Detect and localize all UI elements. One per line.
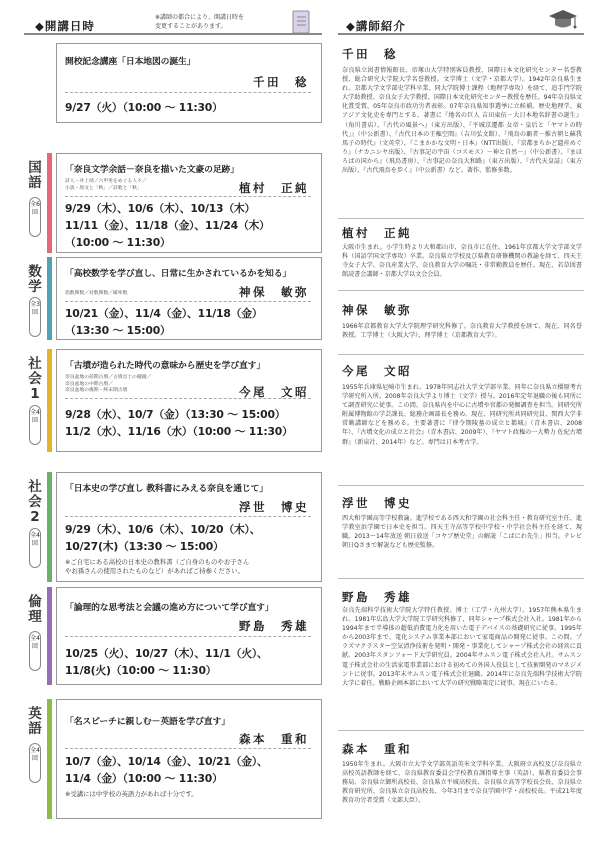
date-line: 9/27（火）（10:00 ～ 11:30）	[65, 101, 223, 114]
topic-line: 奈良盆地の中期古墳／	[65, 381, 113, 387]
note-line: ※受講には中学校の英語力があれば十分です。	[65, 790, 198, 798]
course-title: 「名スピーチに親しむ－英語を学び直す」	[65, 717, 230, 727]
subject-tab-social2	[24, 472, 52, 582]
session-count: 全4回	[29, 528, 41, 568]
note-line: やお孫さんの使用されたものなど）があればご持参ください。	[65, 567, 244, 576]
course-dates	[65, 406, 293, 440]
lecturer-bio: 1950年生まれ。大阪市立大学文学部英語英米文学科卒業。大阪府立高校及び奈良県立高校英語教師を経て、奈良県教育委員会学校教育課指導主事（英語）、県教育委員会事務局、奈良県立御所高校長、奈良県立平城高校長、奈良県立高等学校長会長、奈良県立教育研究所、奈良県立奈良高校長、今年3月まで奈良学園中学・高校校長。平成21年度教育功労者受賞（文部大臣）。	[342, 761, 582, 805]
session-count: 全3回	[29, 297, 41, 337]
tab-stripe	[47, 587, 52, 685]
course-title: 「論理的な思考法と会議の進め方について学び直す」	[65, 603, 274, 613]
lecturer-name: 千田 稔	[342, 47, 398, 61]
lecturer-bio: 1955年兵庫県尼崎市生まれ。1978年同志社大学文学部卒業。同年に奈良県立橿原考古学研究所入所。2008年奈良大学より博士（文学）授与。2016年定年退職の後も同所にて調査研究に従事。この間、奈良県内を中心に古墳や宮都の発掘調査を担当。同研究所附属博物館の学芸課長、総務企画部長を務め、現在、同研究所共同研究員、関西大学非常勤講師などを務める。主要著書に『律令期陵墓の成立と都城』（青木書店、2008年）、『古墳文化の成立と社会』（青木書店、2009年）、『ヤマト政権の一大勢力 佐紀古墳群』（新泉社、2014年）など。専門は日本考古学。	[342, 384, 582, 446]
topic-line: 奈良盆地の後期・終末期古墳	[65, 388, 128, 393]
subject-label: 数学	[28, 264, 42, 295]
date-line: 9/29（木）、10/6（木）、10/20（木）、	[65, 523, 261, 536]
divider	[65, 748, 311, 749]
divider	[65, 398, 311, 399]
profile-separator	[338, 290, 584, 291]
profile-separator	[338, 354, 584, 355]
course-card-english	[56, 699, 322, 819]
lecturers-header-rule	[338, 33, 584, 35]
lecturer-name: 森本 重和	[342, 742, 412, 756]
course-lecturer: 浮世 博史	[239, 500, 309, 514]
course-topics	[65, 179, 147, 192]
date-line: （13:30 ～ 15:00）	[65, 324, 171, 337]
course-topics	[65, 291, 127, 298]
lecturer-name: 植村 正純	[342, 226, 412, 240]
subject-tab-ethics	[24, 587, 52, 685]
course-title: 「日本史の学び直し 教科書にみえる奈良を通じて」	[65, 484, 268, 494]
course-title: 「高校数学を学び直し、日常に生かされているかを知る」	[65, 269, 292, 279]
profile-separator	[338, 218, 584, 219]
course-lecturer: 今尾 文昭	[239, 385, 309, 399]
subject-label: 英語	[28, 706, 42, 737]
course-lecturer: 植村 正純	[239, 181, 309, 195]
profile-separator	[338, 730, 584, 731]
date-line: 10/21（金）、11/4（金）、11/18（金）	[65, 307, 263, 320]
course-lecturer: 神保 敏弥	[239, 285, 309, 299]
topic-line: 指数関数／対数関数／確率数	[65, 291, 128, 296]
date-line: 11/2（水）、11/16（水）（10:00 ～ 11:30）	[65, 425, 293, 438]
course-lecturer: 野島 秀雄	[239, 619, 309, 633]
lecturer-bio: 奈良先端科学技術大学院大学特任教授。博士（工学・九州大学）。1957年熊本県生まれ。1981年広島大学大学院工学研究科修了、同年シャープ株式会社入社。1981年から1994年まで半導体の超低消費電力化を用いた電子デバイスの基礎研究に従事。1995年から2003年まで、電化システム事業本部において家電商品の開発に従事。この間、プラズマクラスター空気清浄技術を発明・開発・事業化してシャープ株式会社の経営に貢献。2003年スタンフォード大学研究員。2004年サムスン電子株式会社入社。サムスン電子株式会社の生活家電事業部における初めての外国人役員として技術開発のマネジメントに従事。2013年末サムスン電子株式会社退職。2014年に奈良先端科学技術大学院大学に着任。戦略企画本部において大学の研究戦略策定に従事。現在にいたる。	[342, 607, 582, 687]
date-line: 9/29（木）、10/6（木）、10/13（木）	[65, 202, 256, 215]
tab-stripe	[47, 153, 52, 253]
session-count: 全4回	[29, 631, 41, 671]
subject-label: 国語	[28, 160, 42, 191]
divider	[65, 516, 311, 517]
schedule-header-rule	[24, 33, 322, 35]
notebook-icon	[290, 9, 312, 35]
divider	[65, 301, 311, 302]
subject-tab-japanese	[24, 153, 52, 253]
course-dates	[65, 521, 260, 555]
date-line: 10/27(木)（13:30 ～ 15:00）	[65, 540, 224, 553]
schedule-header-note	[155, 14, 244, 31]
course-card-social2	[56, 472, 322, 582]
note-line: 変更することがあります。	[155, 22, 227, 30]
tab-stripe	[47, 699, 52, 819]
course-title: 「奈良文学余話－奈良を描いた文豪の足跡」	[65, 165, 239, 175]
course-lecturer: 千田 稔	[253, 75, 309, 89]
course-note	[65, 558, 249, 576]
course-card-social1	[56, 349, 322, 452]
date-line: 11/8(火)（10:00 ～ 11:30）	[65, 664, 217, 677]
course-dates	[65, 200, 270, 251]
course-title: 「古墳が造られた時代の意味から歴史を学び直す」	[65, 361, 266, 371]
topic-line: 小説・原文と「秋」／詩歌と「秋」	[65, 185, 142, 191]
note-line: ※ご自宅にある高校の日本史の教科書（ご自身のものやお子さん	[65, 558, 250, 566]
course-dates	[65, 99, 223, 116]
date-line: 11/11（金）、11/18（金）、11/24（木）	[65, 219, 270, 232]
lecturer-name: 神保 敏弥	[342, 303, 412, 317]
date-line: 10/7（金）、10/14（金）、10/21（金）、	[65, 755, 268, 768]
subject-tab-social1	[24, 349, 52, 452]
profile-separator	[338, 578, 584, 579]
date-line: 9/28（水）、10/7（金）（13:30 ～ 15:00）	[65, 408, 286, 421]
lecturer-bio: 西大和学園高等学校教諭。進学校である西大和学園の社会科主任・教育研究室主任、進学教室浜学園で日本史を担当。四天王寺高等学校中学校・中学社会科主任を経て、現職。2013～14年放送 朝日放送「コヤブ歴史堂」の解説「こばにわ先生」担当。テレビ朝日Qさまで解説なども歴史監修。	[342, 515, 582, 550]
divider	[65, 196, 311, 197]
course-dates	[65, 305, 262, 339]
lecturer-name: 浮世 博史	[342, 496, 412, 510]
lecturer-bio: 1966年京都教育大学大学院理学研究科修了。奈良教育大学教授を経て、現在、同名誉教授。工学博士（大阪大学）、理学博士（京都教育大学）。	[342, 323, 582, 340]
subject-label: 倫理	[28, 594, 42, 625]
date-line: 10/25（火）、10/27（木）、11/1（火）、	[65, 647, 268, 660]
course-card-opening	[56, 43, 322, 123]
subject-tab-math	[24, 257, 52, 340]
session-count: 全4回	[29, 743, 41, 783]
date-line: （10:00 ～ 11:30）	[65, 236, 171, 249]
lecturer-bio: 大阪市生まれ。小学生時より大和郡山市、奈良市に在住。1961年京都大学文学部文学科（国語学国文学専攻）卒業。奈良県立学校及び県教育研修機関の教諭を経て、四天王寺女子大学、奈良産業大学、奈良教育大学の嘱託・非常勤教員を歴任。現在、若草図書館読書会講師・京都大学以文会会員。	[342, 244, 582, 279]
course-note	[65, 790, 198, 799]
session-count: 全6回	[29, 197, 41, 237]
course-dates	[65, 645, 268, 679]
lecturers-header: ◆講師紹介	[346, 19, 406, 33]
divider	[65, 636, 311, 637]
lecturer-name: 野島 秀雄	[342, 590, 412, 604]
subject-tab-english	[24, 699, 52, 819]
topic-line: 奈良盆地の前期古墳／古墳出土の鏡鏡／	[65, 375, 152, 380]
tab-stripe	[47, 349, 52, 452]
note-line: ※講師の都合により、開講日時を	[155, 14, 245, 21]
course-topics	[65, 375, 151, 395]
divider	[65, 92, 311, 93]
course-card-ethics	[56, 587, 322, 685]
date-line: 11/4（金）（10:00 ～ 11:30）	[65, 772, 223, 785]
topic-line: 詩人・井上靖／六甲男をめぐる人々／	[65, 179, 147, 184]
course-card-japanese	[56, 153, 322, 253]
course-lecturer: 森本 重和	[239, 732, 309, 746]
profile-separator	[338, 485, 584, 486]
session-count: 全4回	[29, 405, 41, 445]
lecturer-name: 今尾 文昭	[342, 364, 412, 378]
course-card-math	[56, 257, 322, 340]
course-dates	[65, 753, 268, 787]
tab-stripe	[47, 472, 52, 582]
subject-label: 社会2	[28, 479, 42, 525]
subject-label: 社会1	[28, 356, 42, 402]
graduation-cap-icon	[548, 6, 578, 34]
lecturer-bio: 奈良県立図書情報館長、帝塚山大学特別客員教授、国際日本文化研究センター名誉教授、総合研究大学院大学名誉教授。文学博士（文学・京都大学）。1942年奈良県生まれ。京都大学文学部史学科卒業、同大学院博士課程（地理学専攻）を経て、追手門学院大学助教授、奈良女子大学教授、国際日本文化研究センター教授を歴任。94年奈良県文化賞受賞、05年奈良市政功労者表彰。07年奈良県知事選挙に立候補。歴史地理学、東アジア文化史を専門とする。著書に『地名の巨人 吉田東伍－大日本地名辞書の誕生』（角川書店）、『古代の風景へ』（東方出版）、『平城京遷都 女帝・皇后と「ヤマトの時代」』（中公新書）、『古代日本の王権空間』（吉川弘文館）、『飛鳥の覇者－推古朝と蘇我馬子の時代』（文英堂）、『こまかかな文明・日本』（NTT出版）、『京都まちかど遺産めぐり』（ナカニシヤ出版）、『古事記の宇宙（コスモス）－神と自然－』（中公新書）、『まほろばの国から』（飛鳥書房）、『古事記の奈良大和路』（東方出版）、『古代天皇誌』（東方出版）、『古代飛鳥を歩く』（中公新書）など。著作、監修多数。	[342, 67, 582, 175]
course-title: 開校記念講座「日本地図の誕生」	[65, 57, 196, 67]
schedule-header: ◆開講日時	[35, 19, 95, 33]
tab-stripe	[47, 257, 52, 340]
